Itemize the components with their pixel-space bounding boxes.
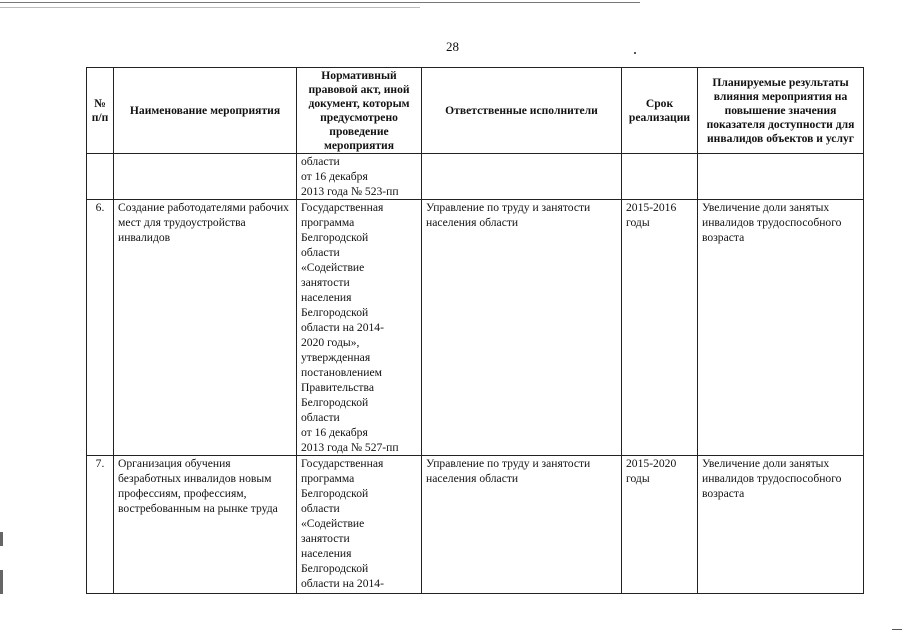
row-term: 2015-2020 годы (622, 456, 698, 594)
table-row (87, 200, 864, 456)
scan-edge-mark (0, 532, 3, 546)
table-header-row (87, 68, 864, 154)
row-num: 6. (87, 200, 114, 456)
row-name: Организация обучения безработных инвалидов новым профессиям, профессиям, востребованным на рынке труда (114, 456, 297, 594)
scan-edge-mark (0, 570, 3, 594)
row-results: Увеличение доли занятых инвалидов трудоспособного возраста (698, 200, 864, 456)
row-responsible (422, 154, 622, 200)
row-responsible: Управление по труду и занятости населения области (422, 456, 622, 594)
header-term: Срок реализации (622, 68, 698, 154)
scan-speck (634, 52, 636, 54)
row-term: 2015-2016 годы (622, 200, 698, 456)
header-act: Нормативный правовой акт, иной документ, которым предусмотрено проведение мероприятия (297, 68, 422, 154)
row-num (87, 154, 114, 200)
scan-top-rule (0, 2, 640, 3)
header-responsible: Ответственные исполнители (422, 68, 622, 154)
page-number: 28 (446, 39, 459, 54)
scan-corner-mark (892, 629, 902, 630)
row-num: 7. (87, 456, 114, 594)
row-term (622, 154, 698, 200)
header-results: Планируемые результаты влияния мероприятия на повышение значения показателя доступности для инвалидов объектов и услуг (698, 68, 864, 154)
row-name (114, 154, 297, 200)
table-row (87, 456, 864, 594)
row-responsible: Управление по труду и занятости населения области (422, 200, 622, 456)
header-num: № п/п (87, 68, 114, 154)
row-act: области от 16 декабря 2013 года № 523-пп (297, 154, 422, 200)
row-act: Государственная программа Белгородской области «Содействие занятости населения Белгородской области на 2014- 2020 годы», утвержденная постановлением Правительства Белгородской области от 16 декабря 2013 года № 527-пп (297, 200, 422, 456)
measures-table (86, 67, 864, 594)
row-name: Создание работодателями рабочих мест для трудоустройства инвалидов (114, 200, 297, 456)
row-act: Государственная программа Белгородской области «Содействие занятости населения Белгородской области на 2014- (297, 456, 422, 594)
scan-top-rule-secondary (0, 7, 420, 8)
header-name: Наименование мероприятия (114, 68, 297, 154)
row-results (698, 154, 864, 200)
row-results: Увеличение доли занятых инвалидов трудоспособного возраста (698, 456, 864, 594)
table-row (87, 154, 864, 200)
